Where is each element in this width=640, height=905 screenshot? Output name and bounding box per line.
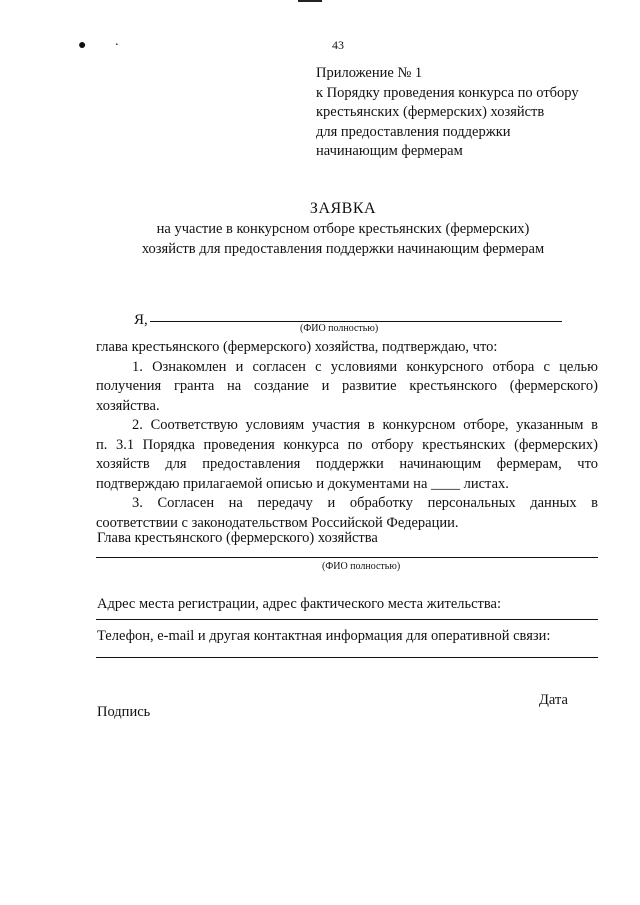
applicant-prefix: Я, bbox=[134, 312, 148, 328]
item2-line: п. 3.1 Порядка проведения конкурса по отбору крестьянских (фермерских) bbox=[96, 436, 598, 453]
address-line bbox=[96, 619, 598, 620]
item1-line: хозяйства. bbox=[96, 397, 160, 414]
head-label: Глава крестьянского (фермерского) хозяйства bbox=[97, 530, 378, 546]
intro-line: глава крестьянского (фермерского) хозяйства, подтверждаю, что: bbox=[96, 339, 498, 355]
date-label: Дата bbox=[539, 692, 568, 708]
item2-line: 2. Соответствую условиям участия в конкурсном отборе, указанным в bbox=[132, 417, 598, 433]
item3-line: 3. Согласен на передачу и обработку персональных данных в bbox=[132, 495, 598, 511]
scan-mark bbox=[298, 0, 322, 2]
document-subtitle bbox=[0, 220, 640, 259]
page-number: 43 bbox=[332, 38, 344, 52]
signature-label: Подпись bbox=[97, 704, 151, 720]
item1-line: получения гранта на создание и развитие крестьянского (фермерского) bbox=[96, 378, 598, 394]
item2-line: хозяйств для предоставления поддержки начинающим фермерам, что bbox=[96, 456, 598, 472]
item1-line: 1. Ознакомлен и согласен с условиями конкурсного отбора с целью bbox=[132, 358, 598, 375]
item2-line: подтверждаю прилагаемой описью и документами на ____ листах. bbox=[96, 475, 509, 492]
annex-line: начинающим фермерам bbox=[316, 143, 463, 159]
scan-dots: ● · bbox=[78, 38, 120, 53]
fio-caption-2: (ФИО полностью) bbox=[322, 561, 401, 572]
contact-label: Телефон, e-mail и другая контактная информация для оперативной связи: bbox=[97, 628, 551, 644]
head-name-line bbox=[96, 557, 598, 558]
annex-line: для предоставления поддержки bbox=[316, 123, 511, 140]
annex-block bbox=[316, 64, 579, 162]
subtitle-line: на участие в конкурсном отборе крестьянских (фермерских) bbox=[156, 221, 530, 237]
annex-line: крестьянских (фермерских) хозяйств bbox=[316, 104, 545, 120]
subtitle-line: хозяйств для предоставления поддержки начинающим фермерам bbox=[141, 240, 545, 257]
document-title: ЗАЯВКА bbox=[309, 200, 377, 217]
annex-line: Приложение № 1 bbox=[316, 65, 423, 81]
item3-line: соответствии с законодательством Российской Федерации. bbox=[96, 514, 459, 531]
contact-line bbox=[96, 657, 598, 658]
annex-line: к Порядку проведения конкурса по отбору bbox=[316, 84, 579, 101]
address-label: Адрес места регистрации, адрес фактического места жительства: bbox=[97, 596, 502, 612]
statement-body bbox=[96, 338, 598, 533]
applicant-name-line bbox=[150, 321, 562, 322]
fio-caption: (ФИО полностью) bbox=[300, 323, 379, 334]
